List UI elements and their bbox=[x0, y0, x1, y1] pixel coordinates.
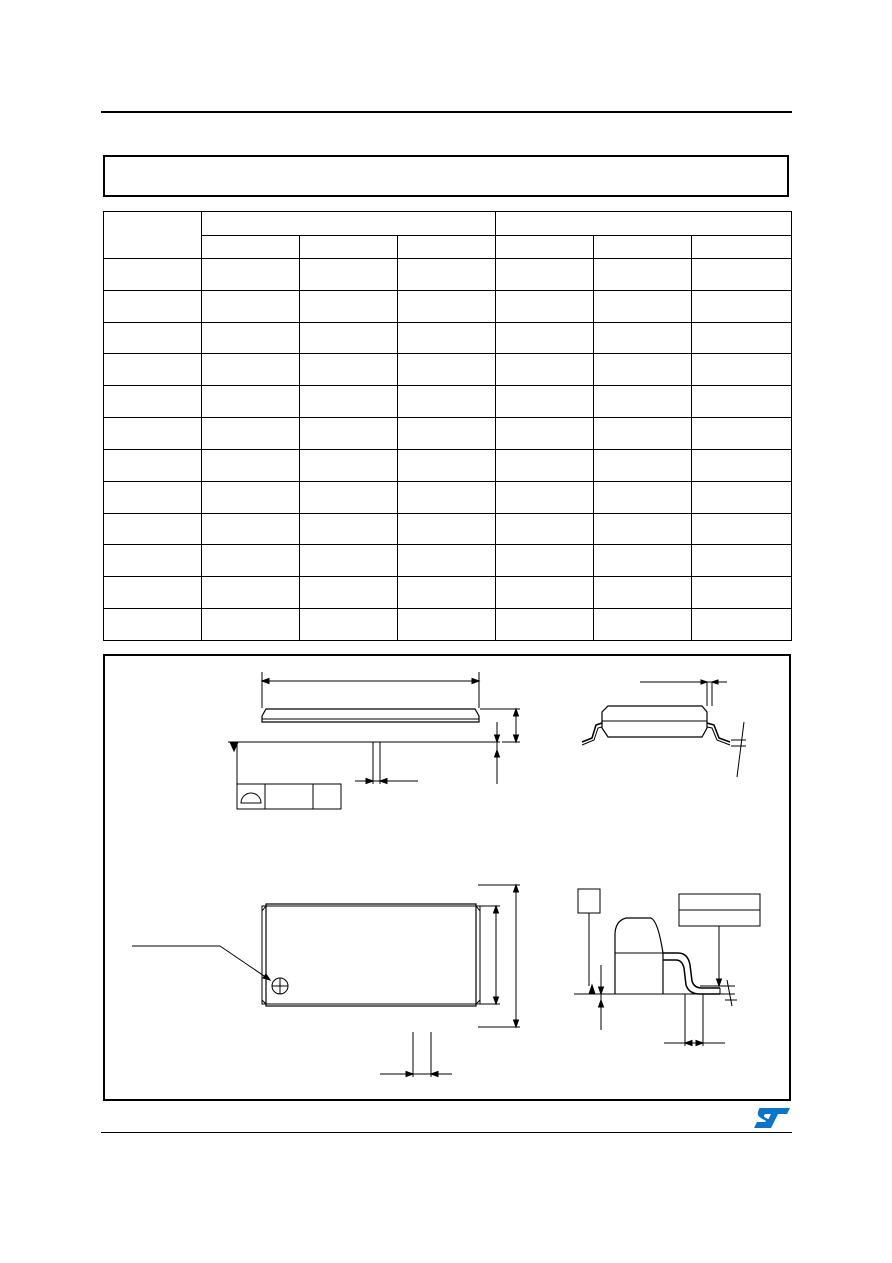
top-view bbox=[132, 885, 520, 1077]
front-view bbox=[228, 672, 520, 809]
st-logo bbox=[752, 1106, 792, 1130]
end-view bbox=[582, 680, 746, 777]
lead-detail-view bbox=[574, 889, 760, 1046]
